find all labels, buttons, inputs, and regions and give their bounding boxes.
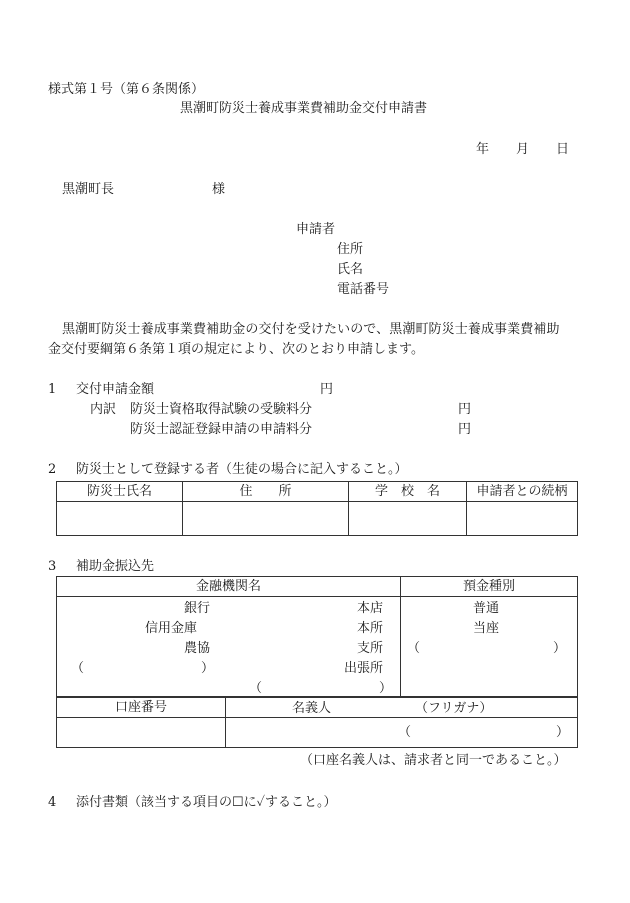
deposit-type-header: 預金種別 bbox=[401, 577, 578, 597]
registrant-name-cell[interactable] bbox=[57, 502, 183, 536]
furigana-close-paren: ） bbox=[556, 725, 570, 740]
date-day: 日 bbox=[556, 142, 570, 157]
furigana-open-paren: （ bbox=[398, 725, 412, 740]
account-holder-cell[interactable] bbox=[226, 718, 578, 748]
bank-label: 銀行 bbox=[184, 601, 211, 616]
section3-title: 補助金振込先 bbox=[76, 559, 155, 574]
account-number-cell[interactable] bbox=[57, 718, 226, 748]
applicant-name-label: 氏名 bbox=[337, 262, 364, 277]
registrant-table bbox=[56, 481, 578, 536]
other-institution-close-paren: ） bbox=[201, 661, 215, 676]
breakdown-item-exam-yen: 円 bbox=[458, 402, 472, 417]
other-office-open-paren: （ bbox=[249, 681, 263, 696]
breakdown-label: 内訳 bbox=[90, 402, 117, 417]
bank-table bbox=[56, 576, 578, 697]
section2-number: 2 bbox=[48, 462, 57, 477]
addressee-name: 黒潮町長 bbox=[62, 182, 115, 197]
column-header-school: 学 校 名 bbox=[349, 482, 467, 502]
applicant-phone-label: 電話番号 bbox=[337, 282, 390, 297]
section2-title: 防災士として登録する者（生徒の場合に記入すること。） bbox=[76, 462, 408, 477]
branch-label: 支所 bbox=[357, 641, 384, 656]
body-line-2: 金交付要綱第６条第１項の規定により、次のとおり申請します。 bbox=[48, 342, 424, 357]
account-holder-header: 名義人 bbox=[292, 701, 332, 716]
registrant-school-cell[interactable] bbox=[349, 502, 467, 536]
registrant-address-cell[interactable] bbox=[183, 502, 349, 536]
breakdown-item-registration: 防災士認証登録申請の申請料分 bbox=[130, 422, 313, 437]
section1-yen: 円 bbox=[320, 382, 334, 397]
other-office-close-paren: ） bbox=[379, 681, 393, 696]
account-table bbox=[56, 697, 578, 748]
other-deposit-open-paren: （ bbox=[407, 641, 421, 656]
applicant-heading: 申請者 bbox=[296, 222, 336, 237]
section4-title: 添付書類（該当する項目の☐に✓すること。） bbox=[76, 795, 337, 810]
account-holder-note: （口座名義人は、請求者と同一であること。） bbox=[300, 753, 567, 768]
account-holder-header-cell bbox=[226, 698, 578, 718]
breakdown-item-exam: 防災士資格取得試験の受験料分 bbox=[130, 402, 313, 417]
main-office-label: 本所 bbox=[357, 621, 384, 636]
section3-number: 3 bbox=[48, 559, 57, 574]
credit-union-label: 信用金庫 bbox=[145, 621, 198, 636]
section4-number: 4 bbox=[48, 795, 57, 810]
other-institution-open-paren: （ bbox=[71, 661, 85, 676]
section1-title: 交付申請金額 bbox=[76, 382, 155, 397]
other-deposit-close-paren: ） bbox=[553, 641, 567, 656]
deposit-type-cell[interactable] bbox=[401, 597, 578, 697]
institution-cell[interactable] bbox=[57, 597, 401, 697]
body-line-1: 黒潮町防災士養成事業費補助金の交付を受けたいので、黒潮町防災士養成事業費補助 bbox=[62, 322, 560, 337]
institution-header: 金融機関名 bbox=[57, 577, 401, 597]
outlet-label: 出張所 bbox=[344, 661, 384, 676]
applicant-address-label: 住所 bbox=[337, 242, 364, 257]
date-year: 年 bbox=[476, 142, 490, 157]
registrant-relationship-cell[interactable] bbox=[467, 502, 578, 536]
section1-number: 1 bbox=[48, 382, 57, 397]
column-header-relationship: 申請者との続柄 bbox=[467, 482, 578, 502]
document-title: 黒潮町防災士養成事業費補助金交付申請書 bbox=[180, 101, 428, 116]
addressee-honorific: 様 bbox=[212, 182, 226, 197]
current-deposit-label: 当座 bbox=[473, 621, 500, 636]
furigana-label: （フリガナ） bbox=[415, 701, 493, 716]
column-header-address: 住 所 bbox=[183, 482, 349, 502]
breakdown-item-registration-yen: 円 bbox=[458, 422, 472, 437]
head-office-label: 本店 bbox=[357, 601, 384, 616]
agri-coop-label: 農協 bbox=[184, 641, 211, 656]
account-number-header: 口座番号 bbox=[57, 698, 226, 718]
form-number: 様式第１号（第６条関係） bbox=[48, 82, 205, 97]
ordinary-deposit-label: 普通 bbox=[473, 601, 500, 616]
date-month: 月 bbox=[516, 142, 530, 157]
column-header-name: 防災士氏名 bbox=[57, 482, 183, 502]
